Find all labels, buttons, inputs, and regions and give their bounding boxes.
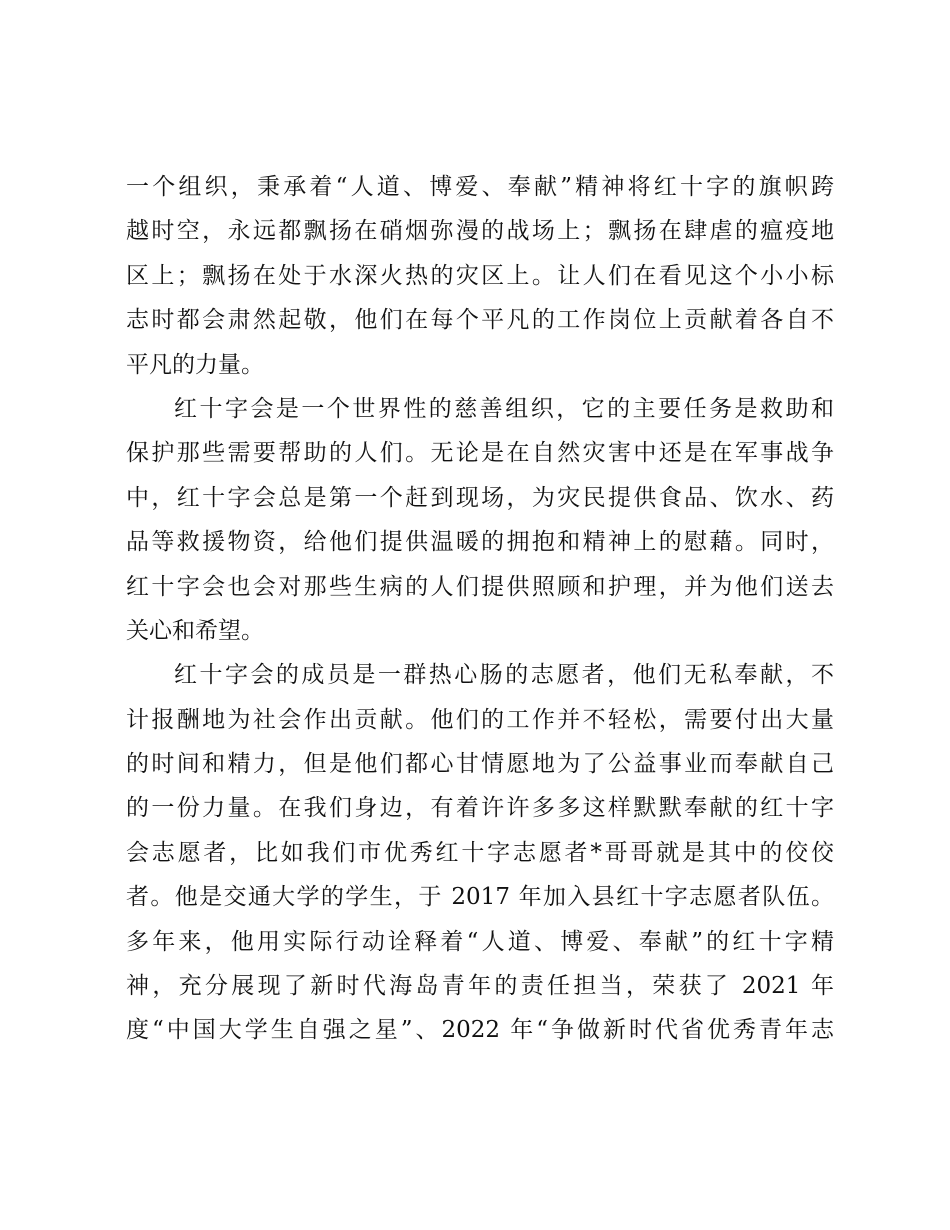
text-line: 关心和希望。 [126, 617, 264, 644]
text-line: 区上；飘扬在处于水深火热的灾区上。让人们在看见这个小小标 [126, 262, 834, 289]
text-line: 的一份力量。在我们身边，有着许许多多这样默默奉献的红十字 [126, 795, 834, 822]
text-line: 会志愿者，比如我们市优秀红十字志愿者*哥哥就是其中的佼佼 [126, 839, 834, 866]
paragraph-first-line: 红十字会的成员是一群热心肠的志愿者，他们无私奉献，不 [174, 662, 834, 689]
text-line: 者。他是交通大学的学生，于 2017 年加入县红十字志愿者队伍。 [126, 884, 834, 911]
text-line: 越时空，永远都飘扬在硝烟弥漫的战场上；飘扬在肆虐的瘟疫地 [126, 218, 834, 245]
text-line: 品等救援物资，给他们提供温暖的拥抱和精神上的慰藉。同时， [126, 529, 834, 556]
text-line: 一个组织，秉承着“人道、博爱、奉献”精神将红十字的旗帜跨 [126, 174, 834, 200]
text-line: 中，红十字会总是第一个赶到现场，为灾民提供食品、饮水、药 [126, 484, 834, 511]
text-line: 平凡的力量。 [126, 351, 264, 378]
text-line: 神，充分展现了新时代海岛青年的责任担当，荣获了 2021 年 [126, 973, 834, 1000]
body-text [126, 165, 834, 1053]
text-line: 志时都会肃然起敬，他们在每个平凡的工作岗位上贡献着各自不 [126, 307, 834, 334]
text-line: 保护那些需要帮助的人们。无论是在自然灾害中还是在军事战争 [126, 440, 834, 467]
text-line: 多年来，他用实际行动诠释着“人道、博爱、奉献”的红十字精 [126, 928, 834, 955]
text-line: 度“中国大学生自强之星”、2022 年“争做新时代省优秀青年志 [126, 1017, 834, 1044]
paragraph-first-line: 红十字会是一个世界性的慈善组织，它的主要任务是救助和 [174, 395, 834, 422]
text-line: 红十字会也会对那些生病的人们提供照顾和护理，并为他们送去 [126, 573, 834, 600]
text-line: 计报酬地为社会作出贡献。他们的工作并不轻松，需要付出大量 [126, 706, 834, 733]
text-line: 的时间和精力，但是他们都心甘情愿地为了公益事业而奉献自己 [126, 751, 834, 778]
